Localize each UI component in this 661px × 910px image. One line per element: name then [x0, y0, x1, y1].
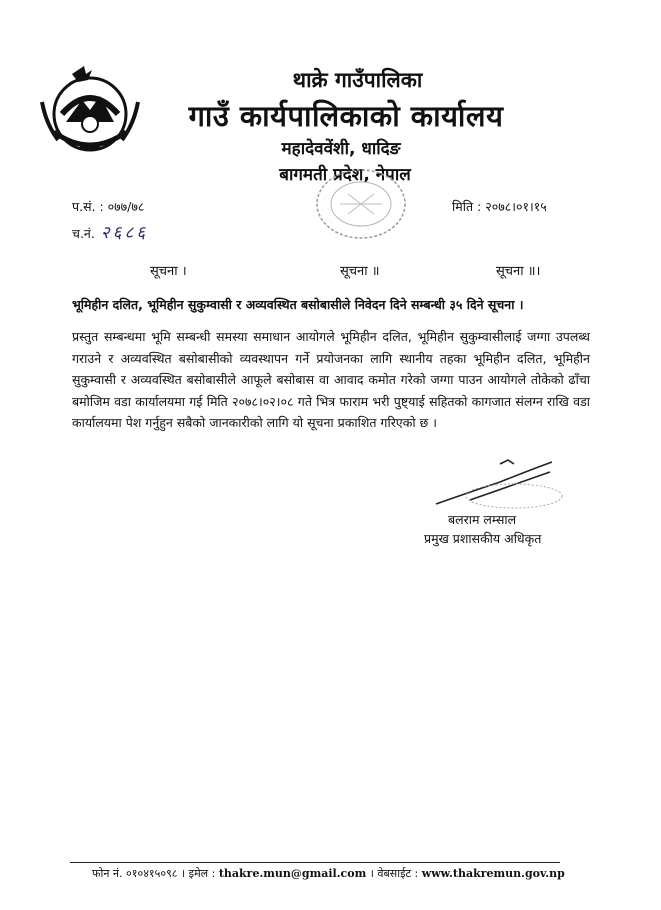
footer-email[interactable]: thakre.mun@gmail.com — [218, 867, 367, 880]
date-label: मिति : — [452, 199, 486, 214]
reference-value: ०७७/७८ — [107, 199, 145, 214]
signatory-designation: प्रमुख प्रशासकीय अधिकृत — [424, 531, 542, 546]
office-name: गाउँ कार्यपालिकाको कार्यालय — [188, 99, 504, 133]
footer-phone: फोन नं. ०१०४१५०९८ — [92, 867, 178, 880]
nepal-government-emblem-icon — [32, 62, 148, 158]
notice-label-3: सूचना ॥। — [496, 264, 541, 279]
dispatch-value: २६८६ — [100, 223, 149, 243]
footer-website[interactable]: www.thakremun.gov.np — [421, 867, 565, 880]
notice-label-1: सूचना । — [150, 264, 187, 279]
dispatch-label: च.नं. — [72, 226, 99, 241]
footer-separator-2: । वेबसाईट : — [366, 867, 422, 880]
signatory-name: बलराम लम्साल — [448, 512, 517, 527]
notice-date — [452, 198, 547, 215]
office-location: महादेववेंशी, धादिङ — [281, 139, 401, 159]
dispatch-number — [72, 220, 148, 243]
footer-separator-1: । इमेल : — [177, 867, 219, 880]
province-country: बागमती प्रदेश, नेपाल — [279, 165, 411, 185]
signature-icon — [430, 452, 570, 512]
reference-label: प.सं. : — [72, 199, 108, 214]
notice-body: प्रस्तुत सम्बन्धमा भूमि सम्बन्धी समस्या समाधान आयोगले भूमिहीन दलित, भूमिहीन सुकुम्वासीलाई जग्गा उपलब्ध गराउने र अव्यवस्थित बसोबासीको व्यवस्थापन गर्ने प्रयोजनका लागि स्थानीय तहका भूमिहीन दलित, भूमिहीन सुकुम्वासी र अव्यवस्थित बसोबासीले आफूले बसोबास वा आवाद कमोत गरेको जग्गा पाउन आयोगले तोकेको ढाँचा बमोजिम वडा कार्यालयमा गई मिति २०७८।०२।०८ गते भित्र फाराम भरी पुष्ट्याई सहितको कागजात संलग्न राखि वडा कार्यालयमा पेश गर्नुहुन सबैको जानकारीको लागि यो सूचना प्रकाशित गरिएको छ । — [72, 329, 590, 430]
office-stamp-icon — [312, 164, 410, 244]
reference-number — [72, 198, 144, 215]
municipality-name: थाक्रे गाउँपालिका — [292, 68, 423, 92]
footer-contact — [92, 866, 565, 881]
notice-title: भूमिहीन दलित, भूमिहीन सुकुम्वासी र अव्यवस्थित बसोबासीले निवेदन दिने सम्बन्धी ३५ दिने सूचना । — [72, 297, 524, 312]
notice-label-2: सूचना ॥ — [340, 264, 380, 279]
footer-divider — [70, 862, 560, 863]
date-value: २०७८।०१।१५ — [485, 199, 547, 214]
